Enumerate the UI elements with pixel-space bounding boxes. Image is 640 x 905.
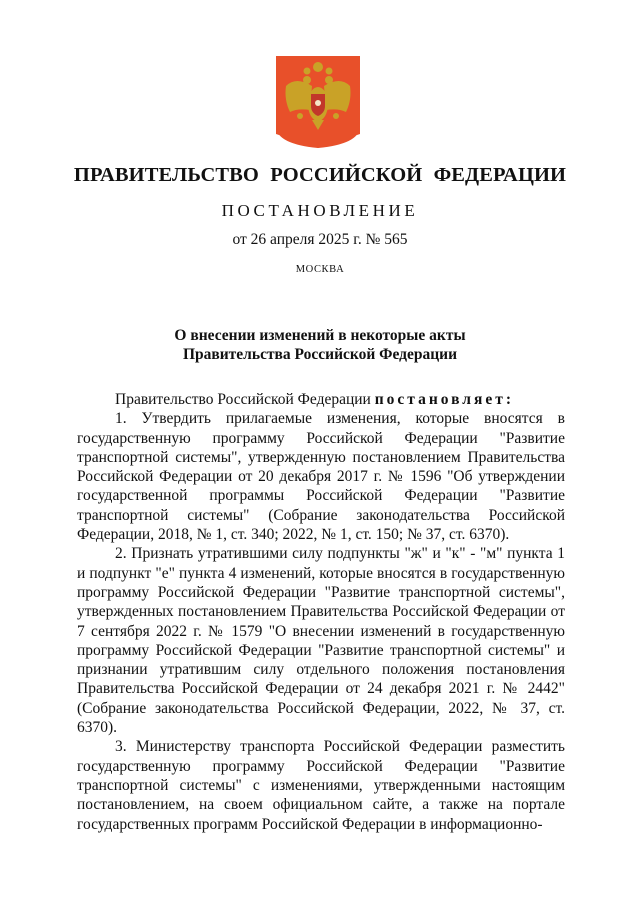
intro-paragraph [77, 390, 565, 409]
organization-title: ПРАВИТЕЛЬСТВО РОССИЙСКОЙ ФЕДЕРАЦИИ [73, 164, 567, 186]
paragraph-1: 1. Утвердить прилагаемые изменения, которые вносятся в государственную программу Российской Федерации "Развитие транспортной системы", утвержденную постановлением Правительства Российской Федерации от 20 декабря 2017 г. № 1596 "Об утверждении государственной программы Российской Федерации "Развитие транспортной системы" (Собрание законодательства Российской Федерации, 2018, № 1, ст. 340; 2022, № 1, ст. 150; № 37, ст. 6370). [77, 410, 565, 544]
document-subject [0, 326, 640, 364]
document-body [77, 390, 565, 834]
document-city: МОСКВА [295, 264, 345, 275]
subject-line-1: О внесении изменений в некоторые акты [174, 327, 466, 344]
russian-coat-of-arms-icon [276, 56, 360, 148]
intro-verb: постановляет: [374, 391, 515, 408]
intro-prefix: Правительство Российской Федерации [115, 391, 375, 408]
subject-line-2: Правительства Российской Федерации [182, 346, 458, 363]
paragraph-3: 3. Министерству транспорта Российской Федерации разместить государственную программу Российской Федерации "Развитие транспортной системы" с изменениями, утвержденными настоящим постановлением, на своем официальном сайте, а также на портале государственных программ Российской Федерации в информационно- [77, 738, 565, 833]
document-date-number: от 26 апреля 2025 г. № 565 [232, 231, 408, 248]
document-type: ПОСТАНОВЛЕНИЕ [221, 201, 419, 220]
paragraph-2: 2. Признать утратившими силу подпункты "ж" и "к" - "м" пункта 1 и подпункт "е" пункта 4 изменений, которые вносятся в государственную программу Российской Федерации "Развитие транспортной системы", утвержденных постановлением Правительства Российской Федерации от 7 сентября 2022 г. № 1579 "О внесении изменений в государственную программу Российской Федерации "Развитие транспортной системы" и признании утратившим силу отдельного положения постановления Правительства Российской Федерации от 24 декабря 2021 г. № 2442" (Собрание законодательства Российской Федерации, 2022, № 37, ст. 6370). [77, 545, 565, 737]
